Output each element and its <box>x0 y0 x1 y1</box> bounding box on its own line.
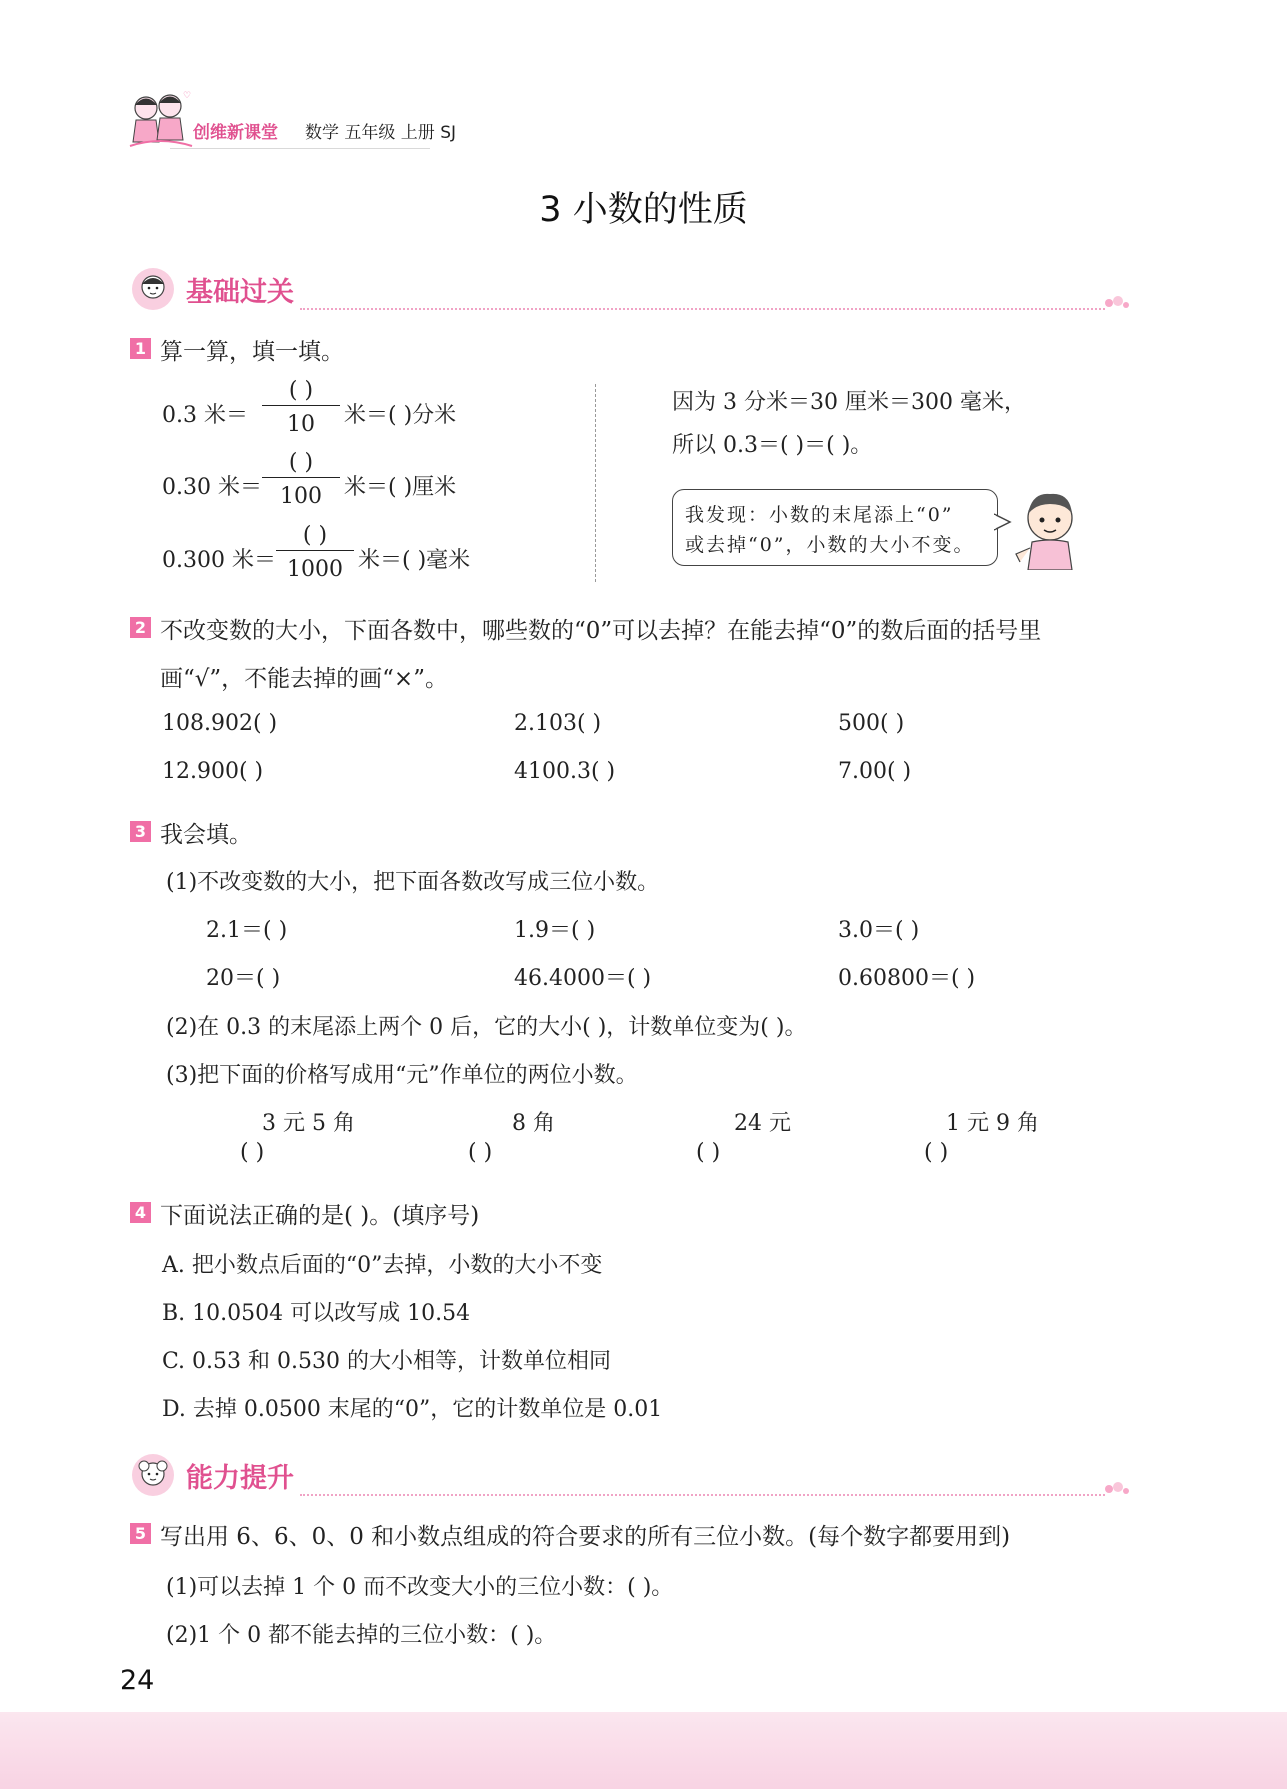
q5-part-1-blank[interactable]: (1)可以去掉 1 个 0 而不改变大小的三位小数：( )。 <box>166 1575 674 1600</box>
question-number-badge: 4 <box>130 1202 151 1223</box>
q3-conversion-blank[interactable]: 3.0＝( ) <box>838 918 920 943</box>
q3-conversion-blank[interactable]: 46.4000＝( ) <box>514 966 652 991</box>
section-dotted-line <box>300 308 1105 310</box>
fraction-denominator: 100 <box>280 484 322 509</box>
price-label: 8 角 <box>512 1111 555 1136</box>
price-blank[interactable]: ( ) <box>924 1140 949 1165</box>
question-text: 不改变数的大小，下面各数中，哪些数的“0”可以去掉？在能去掉“0”的数后面的括号里 <box>160 618 1042 644</box>
boy-illustration <box>1010 488 1086 570</box>
q1-row-left: 0.30 米＝ <box>162 475 262 500</box>
section-icon <box>130 1452 176 1498</box>
fraction-numerator-blank[interactable]: ( ) <box>288 450 314 475</box>
header-divider <box>170 148 430 149</box>
q3-conversion-blank[interactable]: 1.9＝( ) <box>514 918 596 943</box>
q5-part-2-blank[interactable]: (2)1 个 0 都不能去掉的三位小数：( )。 <box>166 1623 557 1648</box>
section-dotted-line <box>300 1494 1105 1496</box>
question-text: 我会填。 <box>160 822 252 848</box>
question-number-badge: 2 <box>130 617 151 638</box>
question-number-badge: 5 <box>130 1523 151 1544</box>
header-kids-illustration <box>126 90 194 152</box>
fraction-denominator: 1000 <box>287 557 343 582</box>
question-text-continued: 画“√”，不能去掉的画“×”。 <box>160 666 448 692</box>
price-label: 1 元 9 角 <box>946 1111 1039 1136</box>
q3-part-2-blank[interactable]: (2)在 0.3 的末尾添上两个 0 后，它的大小( )，计数单位变为( )。 <box>166 1015 807 1040</box>
q3-conversion-blank[interactable]: 0.60800＝( ) <box>838 966 976 991</box>
page-title: 3 小数的性质 <box>539 190 748 230</box>
speech-bubble <box>672 489 998 566</box>
q2-item-blank[interactable]: 108.902( ) <box>162 711 278 736</box>
question-text-blank[interactable]: 下面说法正确的是( )。(填序号) <box>160 1203 480 1229</box>
q4-option-d: D. 去掉 0.0500 末尾的“0”，它的计数单位是 0.01 <box>162 1397 663 1422</box>
q2-item-blank[interactable]: 500( ) <box>838 711 905 736</box>
bubble-text-line-1: 我发现：小数的末尾添上“0” <box>685 504 954 526</box>
q1-row-blank[interactable]: 米＝( )分米 <box>344 403 457 428</box>
price-blank[interactable]: ( ) <box>468 1140 493 1165</box>
fraction-bar <box>262 477 340 478</box>
column-divider <box>595 384 596 582</box>
footer-band <box>0 1712 1287 1789</box>
fraction <box>262 378 340 440</box>
fraction-bar <box>262 405 340 406</box>
flower-icon <box>1103 293 1131 313</box>
section-title-advanced: 能力提升 <box>186 1463 294 1494</box>
question-text: 写出用 6、6、0、0 和小数点组成的符合要求的所有三位小数。(每个数字都要用到) <box>160 1524 1011 1550</box>
header-subject: 数学 五年级 上册 SJ <box>305 123 457 143</box>
section-icon <box>130 266 176 312</box>
q3-part-3: (3)把下面的价格写成用“元”作单位的两位小数。 <box>166 1063 638 1088</box>
page-number: 24 <box>120 1665 155 1696</box>
q3-conversion-blank[interactable]: 20＝( ) <box>206 966 281 991</box>
q3-part-1: (1)不改变数的大小，把下面各数改写成三位小数。 <box>166 870 660 895</box>
q1-row-blank[interactable]: 米＝( )毫米 <box>358 548 471 573</box>
q3-conversion-blank[interactable]: 2.1＝( ) <box>206 918 288 943</box>
q2-item-blank[interactable]: 2.103( ) <box>514 711 602 736</box>
q1-row-blank[interactable]: 米＝( )厘米 <box>344 475 457 500</box>
q2-item-blank[interactable]: 4100.3( ) <box>514 759 616 784</box>
question-number-badge: 3 <box>130 821 151 842</box>
question-text: 算一算，填一填。 <box>160 339 344 365</box>
svg-text:♡: ♡ <box>183 91 192 101</box>
q4-option-c: C. 0.53 和 0.530 的大小相等，计数单位相同 <box>162 1349 611 1374</box>
fraction-bar <box>276 550 354 551</box>
price-blank[interactable]: ( ) <box>240 1140 265 1165</box>
fraction-numerator-blank[interactable]: ( ) <box>302 523 328 548</box>
fraction <box>276 523 354 585</box>
q4-option-a: A. 把小数点后面的“0”去掉，小数的大小不变 <box>162 1253 603 1278</box>
fraction-denominator: 10 <box>287 412 315 437</box>
question-number-badge: 1 <box>130 338 151 359</box>
fraction-numerator-blank[interactable]: ( ) <box>288 378 314 403</box>
q1-row-left: 0.300 米＝ <box>162 548 276 573</box>
header-brand: 创维新课堂 <box>193 123 278 143</box>
price-blank[interactable]: ( ) <box>696 1140 721 1165</box>
fraction <box>262 450 340 512</box>
flower-icon <box>1103 1479 1131 1499</box>
q1-row-left: 0.3 米＝ <box>162 403 248 428</box>
q2-item-blank[interactable]: 7.00( ) <box>838 759 912 784</box>
price-label: 3 元 5 角 <box>262 1111 355 1136</box>
q2-item-blank[interactable]: 12.900( ) <box>162 759 264 784</box>
section-title-basic: 基础过关 <box>186 277 294 308</box>
q4-option-b: B. 10.0504 可以改写成 10.54 <box>162 1301 471 1326</box>
q1-right-line-2[interactable]: 所以 0.3＝( )＝( )。 <box>672 433 873 458</box>
q1-right-line-1: 因为 3 分米＝30 厘米＝300 毫米， <box>672 390 1026 415</box>
price-label: 24 元 <box>734 1111 791 1136</box>
bubble-text-line-2: 或去掉“0”，小数的大小不变。 <box>685 534 975 556</box>
